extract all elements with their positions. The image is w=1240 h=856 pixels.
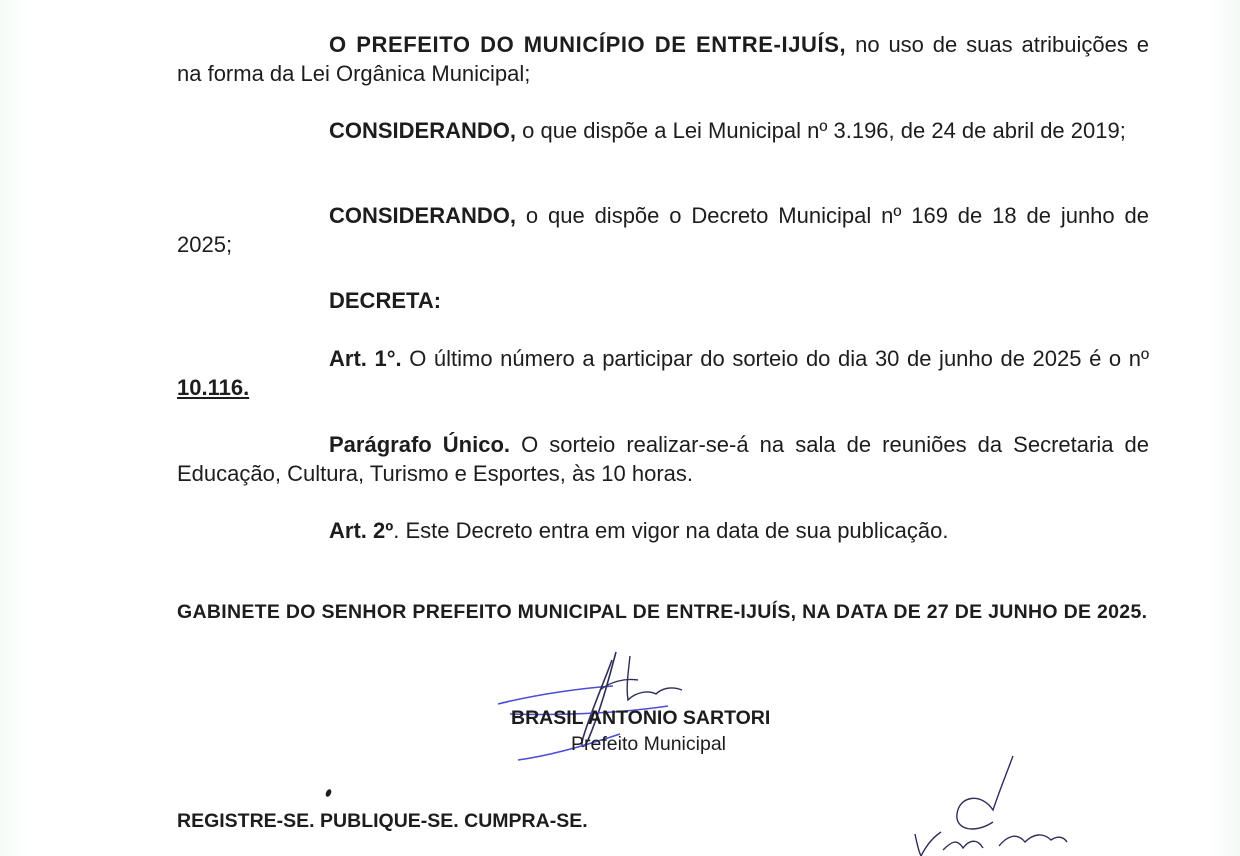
article-1-number: 10.116. <box>177 375 250 400</box>
closing-statement: GABINETE DO SENHOR PREFEITO MUNICIPAL DE ENTRE-IJUÍS, NA DATA DE 27 DE JUNHO DE 2025. <box>177 601 1148 623</box>
paragrafo-unico <box>177 430 1149 488</box>
preamble-text: no uso de suas atribuições e na forma da Lei Orgânica Municipal; <box>177 32 1149 86</box>
paragrafo-unico-text: O sorteio realizar-se-á na sala de reuniões da Secretaria de Educação, Cultura, Turismo e Esportes, às 10 horas. <box>177 432 1149 486</box>
considerando-text-1: o que dispõe a Lei Municipal nº 3.196, de 24 de abril de 2019; <box>516 118 1126 143</box>
paragrafo-unico-label: Parágrafo Único. <box>329 432 510 457</box>
preamble-paragraph <box>177 30 1149 88</box>
article-2-text: . Este Decreto entra em vigor na data de sua publicação. <box>393 518 949 543</box>
register-statement: REGISTRE-SE. PUBLIQUE-SE. CUMPRA-SE. <box>177 810 588 832</box>
considerando-paragraph-2 <box>177 201 1149 259</box>
secondary-signature <box>895 752 1085 856</box>
decreta-paragraph <box>177 286 1149 315</box>
article-2 <box>177 516 1149 545</box>
considerando-label-2: CONSIDERANDO, <box>329 203 517 228</box>
article-1-text: O último número a participar do sorteio do dia 30 de junho de 2025 é o nº <box>401 346 1149 371</box>
considerando-paragraph-1 <box>177 116 1149 145</box>
considerando-label-1: CONSIDERANDO, <box>329 118 517 143</box>
mayor-heading: O PREFEITO DO MUNICÍPIO DE ENTRE-IJUÍS, <box>329 32 847 57</box>
article-2-label: Art. 2º <box>329 518 394 543</box>
article-1 <box>177 344 1149 402</box>
decreta-heading: DECRETA: <box>329 288 442 313</box>
ink-mark <box>325 788 333 797</box>
considerando-text-2: o que dispõe o Decreto Municipal nº 169 de 18 de junho de 2025; <box>177 203 1149 257</box>
signatory-name: BRASIL ANTONIO SARTORI <box>511 707 771 729</box>
signatory-role: Prefeito Municipal <box>571 733 726 755</box>
article-1-label: Art. 1°. <box>329 346 402 371</box>
